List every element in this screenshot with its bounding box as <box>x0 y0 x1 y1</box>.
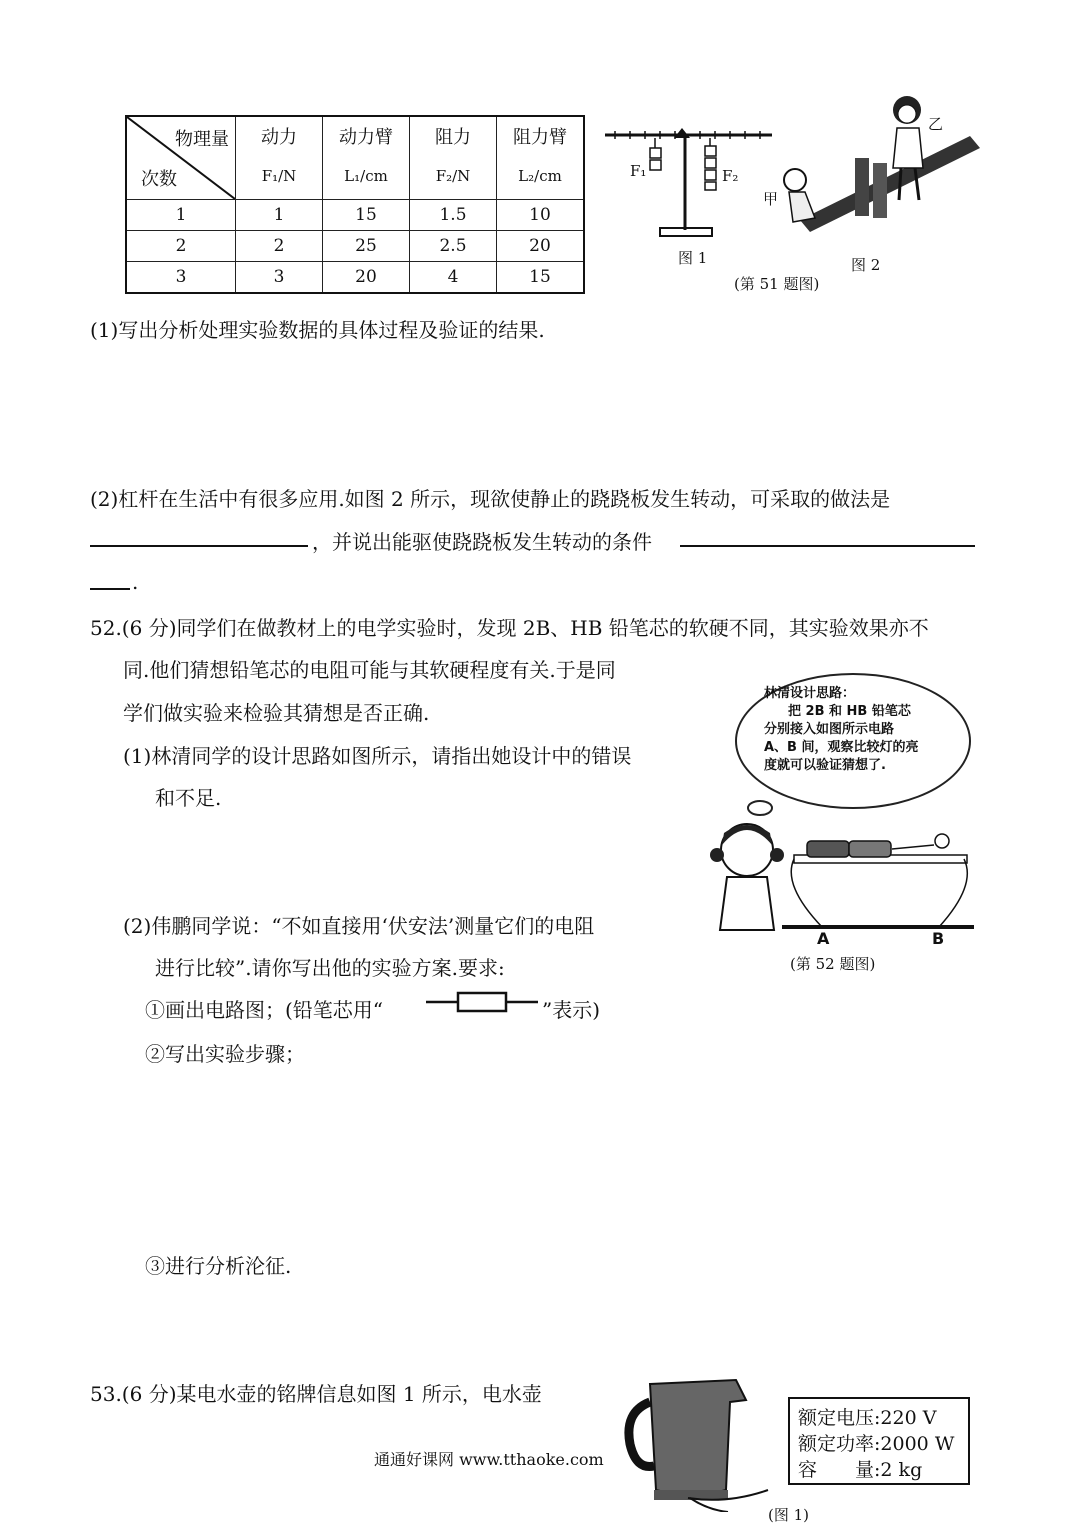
kettle-figure <box>618 1372 778 1512</box>
table-row: 3 3 20 4 15 <box>126 262 584 294</box>
q52-item3: ③进行分析沦征. <box>145 1254 292 1278</box>
column-header: 动力臂 L₁/cm <box>323 116 410 200</box>
column-header: 阻力臂 L₂/cm <box>497 116 585 200</box>
figure-caption-52: (第 52 题图) <box>790 955 876 973</box>
nameplate-row: 容 量:2 kg <box>798 1459 923 1481</box>
answer-blank-condition-cont[interactable] <box>90 588 130 590</box>
q52-item1-a: ①画出电路图；(铅笔芯用“ <box>145 998 384 1022</box>
column-header: 阻力 F₂/N <box>410 116 497 200</box>
q52-part1-line1: (1)林清同学的设计思路如图所示，请指出她设计中的错误 <box>123 744 632 768</box>
figure-caption-53: (图 1) <box>768 1506 810 1524</box>
answer-blank-condition[interactable] <box>680 545 975 547</box>
force-label-f2: F₂ <box>722 167 739 185</box>
q52-item1-b: ”表示) <box>542 998 601 1022</box>
person-label-yi: 乙 <box>928 115 944 133</box>
column-header: 动力 F₁/N <box>236 116 323 200</box>
q52-part2-line2: 进行比较”.请你写出他的实验方案.要求: <box>155 956 505 980</box>
q52-item2: ②写出实验步骤； <box>145 1042 305 1066</box>
table-corner-header <box>126 116 236 200</box>
circuit-figure <box>702 815 977 945</box>
figure-caption-2: 图 2 <box>851 256 881 274</box>
figure-caption-51: (第 51 题图) <box>734 275 820 293</box>
q51-part2-line1: (2)杠杆在生活中有很多应用.如图 2 所示，现欲使静止的跷跷板发生转动，可采取的做法是 <box>90 487 891 511</box>
seesaw-figure <box>775 88 990 248</box>
nameplate <box>788 1397 970 1485</box>
force-label-f1: F₁ <box>630 162 647 180</box>
table-row: 1 1 15 1.5 10 <box>126 200 584 231</box>
corner-label-trial: 次数 <box>141 169 177 190</box>
q52-intro-line2: 同.他们猜想铅笔芯的电阻可能与其软硬程度有关.于是同 <box>123 658 616 682</box>
lever-apparatus-figure <box>600 110 780 260</box>
bubble-line: A、B 间，观察比较灯的亮 <box>764 740 919 755</box>
lever-data-table <box>125 115 585 294</box>
q52-part2-line1: (2)伟鹏同学说：“不如直接用‘伏安法’测量它们的电阻 <box>123 914 595 938</box>
q53-intro: 53.(6 分)某电水壶的铭牌信息如图 1 所示，电水壶 <box>90 1382 542 1406</box>
resistor-symbol <box>424 990 540 1014</box>
q51-part2-mid: ，并说出能驱使跷跷板发生转动的条件 <box>312 530 652 554</box>
nameplate-row: 额定电压:220 V <box>798 1407 937 1429</box>
label-b: B <box>932 929 945 948</box>
bubble-line: 度就可以验证猜想了. <box>764 758 886 773</box>
corner-label-quantity: 物理量 <box>175 129 229 150</box>
person-label-jia: 甲 <box>763 190 779 208</box>
answer-blank-method[interactable] <box>90 545 308 547</box>
q51-part2-end: . <box>132 570 139 594</box>
q52-part1-line2: 和不足. <box>155 786 222 810</box>
table-row: 2 2 25 2.5 20 <box>126 231 584 262</box>
bubble-line: 林清设计思路： <box>764 686 856 701</box>
q51-part1: (1)写出分析处理实验数据的具体过程及验证的结果. <box>90 318 545 342</box>
footer-site[interactable]: 通通好课网 www.tthaoke.com <box>374 1450 604 1469</box>
figure-caption-1: 图 1 <box>678 249 708 267</box>
q52-intro-line1: 52.(6 分)同学们在做教材上的电学实验时，发现 2B、HB 铅笔芯的软硬不同，其实验效果亦不 <box>90 616 929 640</box>
nameplate-row: 额定功率:2000 W <box>798 1433 955 1455</box>
bubble-line: 把 2B 和 HB 铅笔芯 <box>788 704 911 719</box>
q52-intro-line3: 学们做实验来检验其猜想是否正确. <box>123 701 430 725</box>
label-a: A <box>817 929 830 948</box>
bubble-line: 分别接入如图所示电路 <box>764 722 895 737</box>
